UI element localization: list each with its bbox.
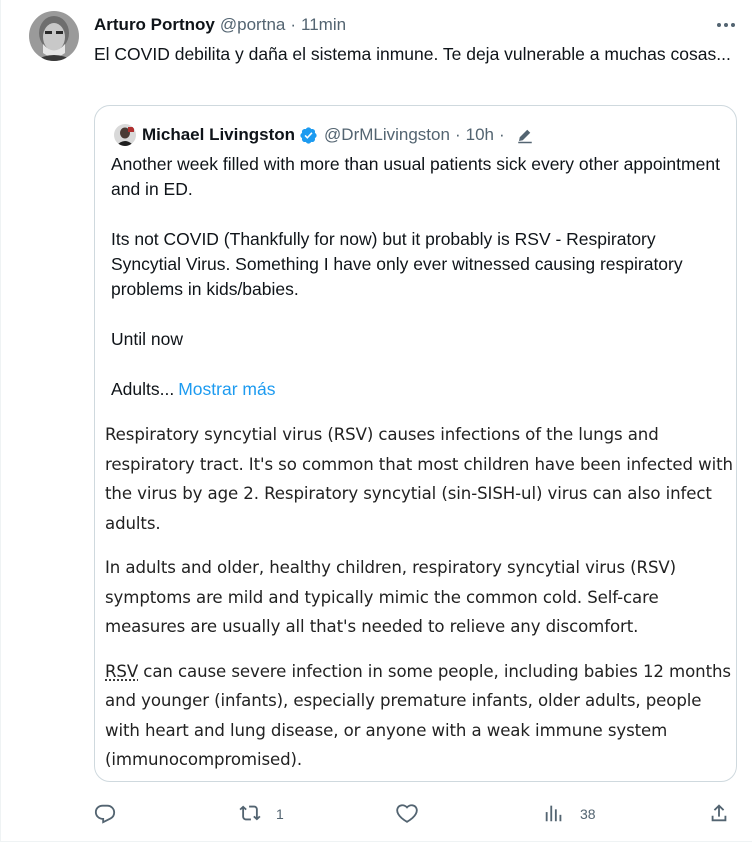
quoted-author-avatar[interactable] — [114, 124, 136, 146]
quoted-paragraph-4 — [111, 377, 721, 402]
retweet-icon — [239, 802, 261, 827]
views-count: 38 — [580, 806, 596, 822]
share-button[interactable] — [708, 798, 730, 830]
post-text: El COVID debilita y daña el sistema inmune. Te deja vulnerable a muchas cosas... — [94, 44, 731, 64]
more-icon[interactable] — [713, 14, 739, 36]
image-paragraph-3 — [105, 657, 735, 775]
reply-icon — [94, 802, 116, 827]
like-icon — [396, 802, 418, 827]
image-paragraph-1: Respiratory syncytial virus (RSV) causes infections of the lungs and respiratory tract. It's so common that most children have been infected with the virus by age 2. Respiratory syncytial (sin-SISH-ul) virus can also infect adults. — [105, 425, 733, 533]
quoted-paragraph-3: Until now — [111, 329, 183, 349]
author-avatar[interactable] — [29, 11, 79, 61]
image-paragraph-3-text: can cause severe infection in some people, including babies 12 months and younger (infants), especially premature infants, older adults, people with heart and lung disease, or anyone with a weak immune system (immunocompromised). — [105, 661, 731, 769]
quoted-post-text — [111, 152, 721, 402]
post-time[interactable]: 11min — [301, 15, 347, 34]
reply-button[interactable] — [94, 798, 131, 830]
separator-dot-2: · — [498, 125, 505, 144]
quoted-author-handle[interactable]: @DrMLivingston — [324, 125, 450, 144]
quoted-paragraph-2: Its not COVID (Thankfully for now) but it probably is RSV - Respiratory Syncytial Virus. Something I have only ever witnessed causing respiratory problems in kids/babies. — [111, 229, 683, 299]
retweet-button[interactable] — [239, 798, 284, 830]
quoted-post[interactable] — [94, 105, 737, 782]
separator-dot: · — [290, 15, 297, 34]
retweet-count: 1 — [276, 806, 284, 822]
author-name[interactable]: Arturo Portnoy — [94, 15, 215, 34]
author-handle[interactable]: @portna — [219, 15, 286, 34]
image-paragraph-2: In adults and older, healthy children, respiratory syncytial virus (RSV) symptoms are mild and typically mimic the common cold. Self-care measures are usually all that's needed to relieve any discomfort. — [105, 558, 677, 636]
share-icon — [708, 802, 730, 827]
quoted-post-header — [142, 123, 534, 147]
views-icon — [543, 802, 565, 827]
rsv-abbreviation: RSV — [105, 661, 139, 681]
like-button[interactable] — [396, 798, 433, 830]
quoted-paragraph-1: Another week filled with more than usual patients sick every other appointment and in ED. — [111, 154, 720, 199]
separator-dot: · — [454, 125, 461, 144]
post-header — [94, 13, 346, 37]
views-button[interactable] — [543, 798, 596, 830]
action-bar — [1, 798, 752, 830]
quoted-post-time[interactable]: 10h — [465, 125, 494, 144]
verified-badge-icon — [299, 126, 318, 145]
show-more-link[interactable]: Mostrar más — [178, 379, 276, 399]
edit-icon — [516, 126, 534, 144]
quoted-post-image[interactable] — [105, 420, 735, 782]
quoted-author-name[interactable]: Michael Livingston — [142, 125, 296, 144]
quoted-paragraph-4-text: Adults... — [111, 379, 175, 399]
